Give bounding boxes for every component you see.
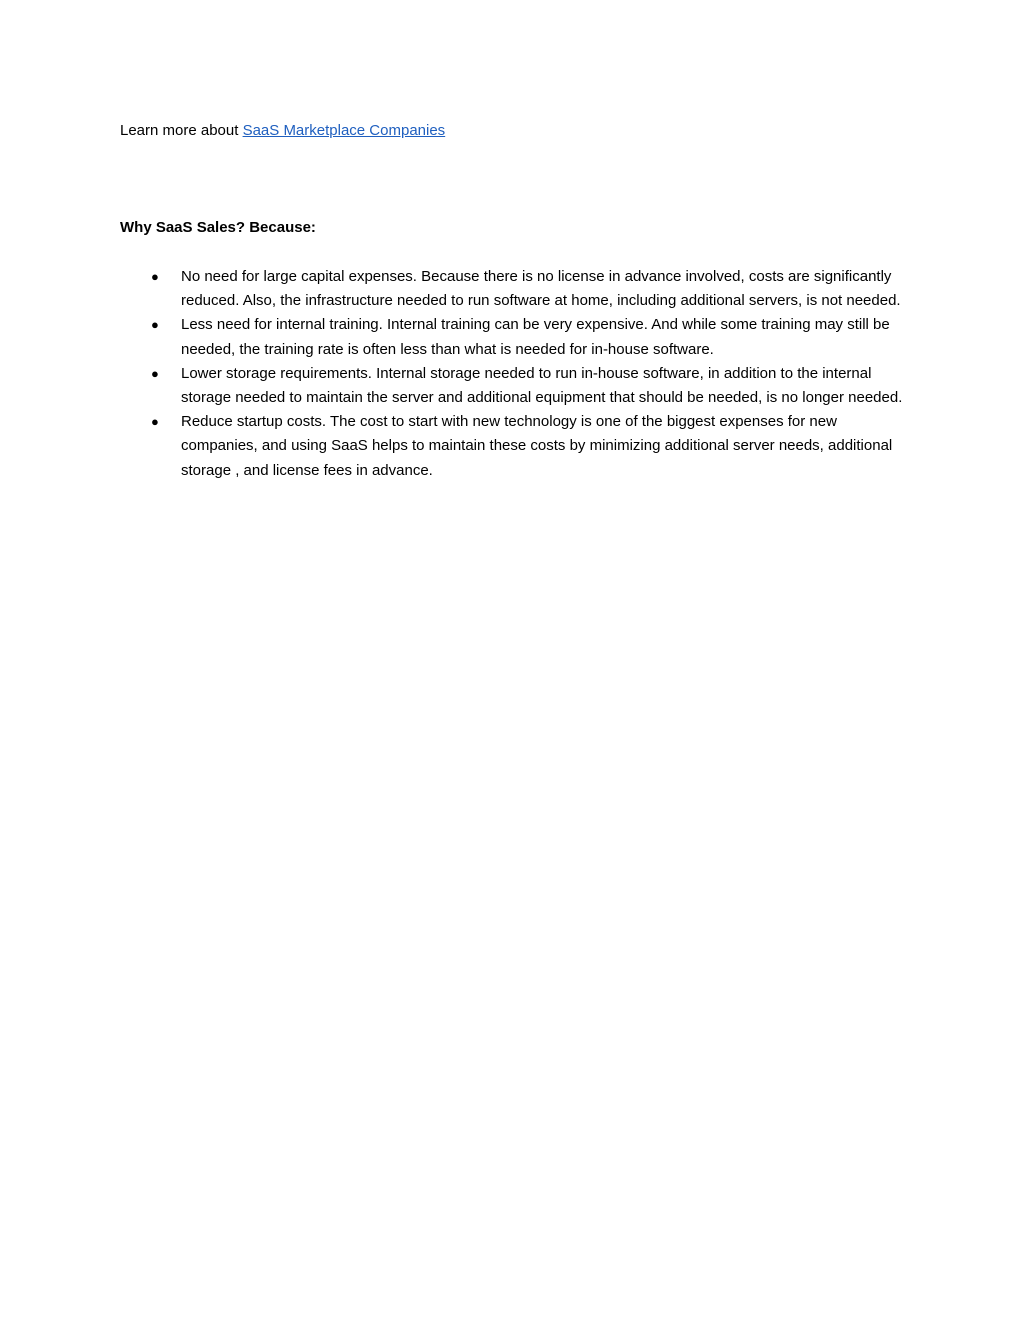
list-item	[120, 362, 910, 410]
bullet-icon: ●	[151, 414, 159, 430]
list-item	[120, 265, 910, 313]
bullet-icon: ●	[151, 365, 159, 381]
saas-marketplace-link[interactable]: SaaS Marketplace Companies	[242, 122, 446, 139]
list-item-text: Reduce startup costs. The cost to start with new technology is one of the biggest expenses for new companies, and using SaaS helps to maintain these costs by minimizing additional server needs, additional storage , and license fees in advance.	[181, 413, 893, 479]
bullet-icon: ●	[151, 317, 159, 333]
bullet-icon: ●	[151, 269, 159, 284]
list-item-text: Less need for internal training. Internal training can be very expensive. And while some training may still be needed, the training rate is often less than what is needed for in-house software.	[181, 316, 890, 358]
list-item	[120, 313, 910, 361]
list-item-text: No need for large capital expenses. Because there is no license in advance involved, costs are significantly reduced. Also, the infrastructure needed to run software at home, including additional servers, is not needed.	[181, 268, 901, 310]
intro-line	[120, 120, 445, 142]
intro-prefix: Learn more about	[120, 122, 243, 139]
list-item-text: Lower storage requirements. Internal storage needed to run in-house software, in addition to the internal storage needed to maintain the server and additional equipment that should be needed, is no longer needed.	[181, 364, 903, 407]
list-item	[120, 410, 910, 483]
section-heading: Why SaaS Sales? Because:	[120, 219, 316, 236]
reasons-list	[120, 265, 910, 483]
